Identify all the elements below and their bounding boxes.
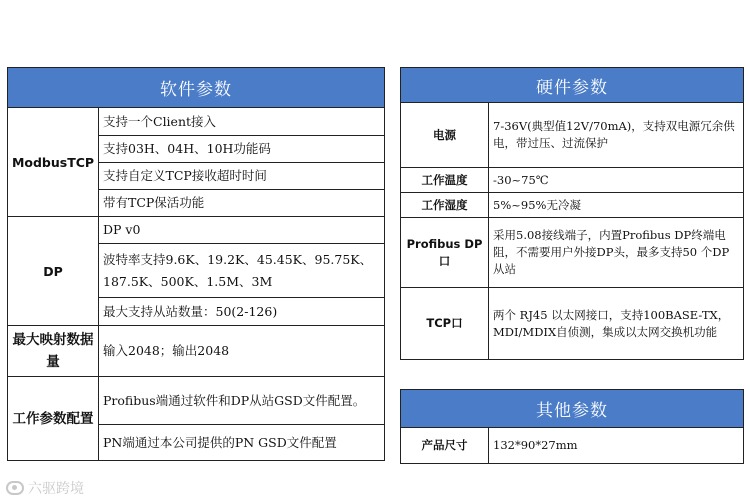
other-params-title: 其他参数 <box>401 390 744 428</box>
hw-value-profibus: 采用5.08接线端子，内置Profibus DP终端电阻，不需要用户外接DP头，最多支持50 个DP从站 <box>489 218 744 288</box>
config-row: Profibus端通过软件和DP从站GSD文件配置。 <box>99 377 385 425</box>
modbus-row: 支持03H、04H、10H功能码 <box>99 136 385 163</box>
dp-label: DP <box>8 217 99 326</box>
config-label: 工作参数配置 <box>8 377 99 461</box>
other-params-table <box>400 389 744 464</box>
hw-label-power: 电源 <box>401 103 489 168</box>
modbus-row: 带有TCP保活功能 <box>99 190 385 217</box>
dp-baudrate-row: 波特率支持9.6K、19.2K、45.45K、95.75K、187.5K、500K、1.5M、3M <box>99 244 385 298</box>
other-label-size: 产品尺寸 <box>401 428 489 464</box>
config-row: PN端通过本公司提供的PN GSD文件配置 <box>99 425 385 461</box>
software-params-table <box>7 67 385 461</box>
hw-label-humidity: 工作湿度 <box>401 193 489 218</box>
modbus-label: ModbusTCP <box>8 108 99 217</box>
modbus-row: 支持自定义TCP接收超时时间 <box>99 163 385 190</box>
hw-label-tcp: TCP口 <box>401 288 489 360</box>
dp-row: 最大支持从站数量：50(2-126) <box>99 298 385 326</box>
hw-value-temperature: -30~75℃ <box>489 168 744 193</box>
mapping-value: 输入2048；输出2048 <box>99 326 385 377</box>
software-params-title: 软件参数 <box>8 68 385 108</box>
watermark-logo-icon <box>6 481 24 495</box>
dp-row: DP v0 <box>99 217 385 244</box>
mapping-label: 最大映射数据量 <box>8 326 99 377</box>
hardware-params-table <box>400 67 744 360</box>
hw-label-profibus: Profibus DP口 <box>401 218 489 288</box>
hw-value-power: 7-36V(典型值12V/70mA)，支持双电源冗余供电，带过压、过流保护 <box>489 103 744 168</box>
hardware-params-title: 硬件参数 <box>401 68 744 103</box>
watermark-text: 六驱跨境 <box>28 481 84 497</box>
other-value-size: 132*90*27mm <box>489 428 744 464</box>
watermark <box>6 478 84 498</box>
hw-value-humidity: 5%~95%无冷凝 <box>489 193 744 218</box>
hw-value-tcp: 两个 RJ45 以太网接口，支持100BASE-TX，MDI/MDIX自侦测，集成以太网交换机功能 <box>489 288 744 360</box>
hw-label-temperature: 工作温度 <box>401 168 489 193</box>
modbus-row: 支持一个Client接入 <box>99 108 385 136</box>
